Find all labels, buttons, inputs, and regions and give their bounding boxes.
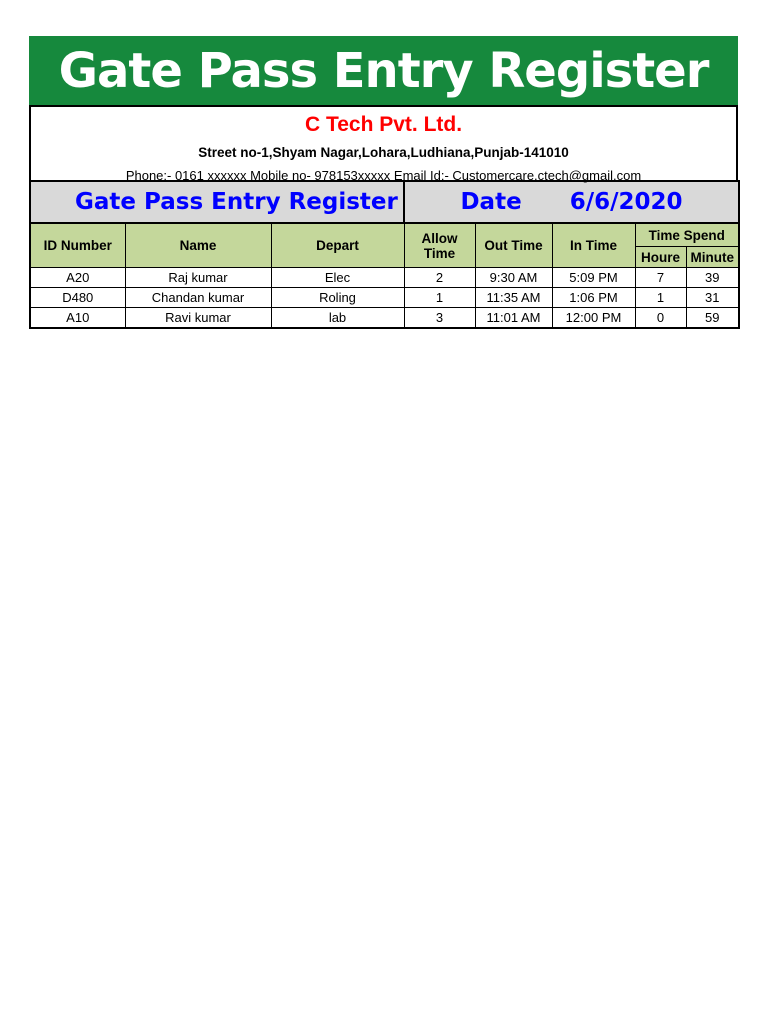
cell-hour: 7 [635,268,686,288]
company-street: Street no-1,Shyam Nagar,Lohara,Ludhiana,Punjab-141010 [198,145,569,160]
cell-name: Chandan kumar [125,288,271,308]
cell-in: 1:06 PM [552,288,635,308]
cell-name: Ravi kumar [125,308,271,329]
cell-depart: Elec [271,268,404,288]
cell-minute: 59 [686,308,739,329]
cell-hour: 1 [635,288,686,308]
title-row [30,181,739,223]
col-in-time: In Time [552,223,635,268]
table-row [30,268,739,288]
date-label: Date [460,189,522,215]
cell-out: 11:01 AM [475,308,552,329]
cell-in: 5:09 PM [552,268,635,288]
col-depart: Depart [271,223,404,268]
company-contact: Phone:- 0161 xxxxxx Mobile no- 978153xxxxx Email Id:- Customercare.ctech@gmail.com [125,168,642,183]
cell-out: 9:30 AM [475,268,552,288]
col-name: Name [125,223,271,268]
cell-out: 11:35 AM [475,288,552,308]
cell-minute: 31 [686,288,739,308]
cell-in: 12:00 PM [552,308,635,329]
gate-pass-sheet [29,36,738,329]
cell-depart: lab [271,308,404,329]
cell-hour: 0 [635,308,686,329]
cell-allow: 2 [404,268,475,288]
col-out-time: Out Time [475,223,552,268]
cell-id: A20 [30,268,125,288]
col-hour: Houre [635,247,686,268]
banner-title: Gate Pass Entry Register [29,36,738,105]
cell-allow: 3 [404,308,475,329]
col-allow-time: Allow Time [404,223,475,268]
company-name: C Tech Pvt. Ltd. [304,113,463,136]
cell-id: D480 [30,288,125,308]
col-minute: Minute [686,247,739,268]
table-row [30,308,739,329]
cell-id: A10 [30,308,125,329]
cell-minute: 39 [686,268,739,288]
col-time-spend: Time Spend [635,223,739,247]
company-info [29,105,738,183]
table-row [30,288,739,308]
date-cell [404,181,739,223]
register-table [29,180,740,329]
register-title: Gate Pass Entry Register [30,181,404,223]
cell-allow: 1 [404,288,475,308]
date-value: 6/6/2020 [569,189,683,215]
header-row [30,223,739,247]
cell-depart: Roling [271,288,404,308]
cell-name: Raj kumar [125,268,271,288]
col-id-number: ID Number [30,223,125,268]
